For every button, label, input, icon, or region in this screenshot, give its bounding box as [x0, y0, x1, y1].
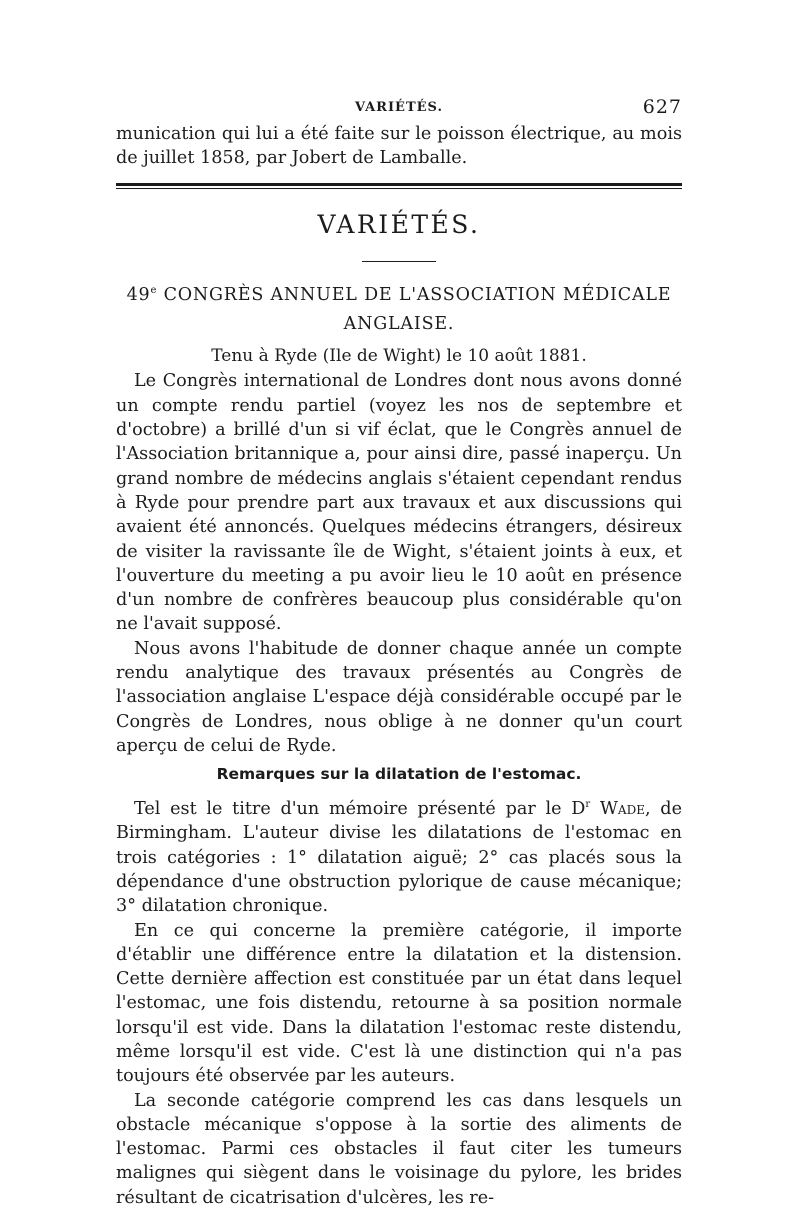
- running-header: [116, 96, 682, 122]
- section-divider-thick: [116, 183, 682, 186]
- page: [116, 96, 682, 1210]
- article-title-line-2: ANGLAISE.: [343, 314, 455, 335]
- paragraph-wade-rest: , de Birmingham. L'auteur divise les dilatations de l'estomac en trois catégories : 1° dilatation aiguë; 2° cas placés sous la dépendance d'une obstruction pylorique de cause mécanique; 3° dilatation chronique.: [116, 799, 682, 917]
- running-title: VARIÉTÉS.: [355, 100, 443, 115]
- article-title: [116, 276, 682, 340]
- doctor-abbrev-sup: r: [585, 799, 591, 811]
- paragraph-wade: [116, 793, 682, 918]
- article-dateline: Tenu à Ryde (Ile de Wight) le 10 août 1881.: [211, 346, 587, 367]
- paragraph-analysis: Nous avons l'habitude de donner chaque année un compte rendu analytique des travaux présentés au Congrès de l'association anglaise L'espace déjà considérable occupé par le Congrès de Londres, nous oblige à ne donner qu'un court aperçu de celui de Ryde.: [116, 638, 682, 756]
- paragraph-first-category: En ce qui concerne la première catégorie, il importe d'établir une différence entre la dilatation et la distension. Cette dernière affection est constituée par un état dans lequel l'estomac, une fois distendu, retourne à sa position normale lorsqu'il est vide. Dans la dilatation l'estomac reste distendu, même lorsqu'il est vide. C'est là une distinction qui n'a pas toujours été observée par les auteurs.: [116, 920, 682, 1087]
- carryover-paragraph: munication qui lui a été faite sur le poisson électrique, au mois de juillet 1858, par Jobert de Lamballe.: [116, 124, 682, 169]
- section-divider-thin: [116, 188, 682, 189]
- subheading: Remarques sur la dilatation de l'estomac.: [216, 765, 582, 784]
- article-title-number: 49: [126, 284, 151, 305]
- section-title: VARIÉTÉS.: [317, 209, 481, 239]
- paragraph-wade-intro: Tel est le titre d'un mémoire présenté par le D: [134, 799, 586, 820]
- article-title-line-1: [116, 276, 682, 310]
- paragraph-second-category: La seconde catégorie comprend les cas dans lesquels un obstacle mécanique s'oppose à la sortie des aliments de l'estomac. Parmi ces obstacles il faut citer les tumeurs malignes qui siègent dans le voisinage du pylore, les brides résultant de cicatrisation d'ulcères, les re-: [116, 1090, 682, 1208]
- author-name: Wade: [590, 799, 645, 820]
- title-divider: [362, 261, 436, 262]
- page-number: 627: [642, 96, 682, 118]
- article-title-text: CONGRÈS ANNUEL DE L'ASSOCIATION MÉDICALE: [157, 284, 672, 305]
- article-title-ordinal: e: [150, 284, 158, 296]
- paragraph-congress: Le Congrès international de Londres dont nous avons donné un compte rendu partiel (voyez les nos de septembre et d'octobre) a brillé d'un si vif éclat, que le Congrès annuel de l'Association britannique a, pour ainsi dire, passé inaperçu. Un grand nombre de médecins anglais s'étaient cependant rendus à Ryde pour prendre part aux travaux et aux discussions qui avaient été annoncés. Quelques médecins étrangers, désireux de visiter la ravissante île de Wight, s'étaient joints à eux, et l'ouverture du meeting a pu avoir lieu le 10 août en présence d'un nombre de confrères beaucoup plus considérable qu'on ne l'avait supposé.: [116, 371, 682, 635]
